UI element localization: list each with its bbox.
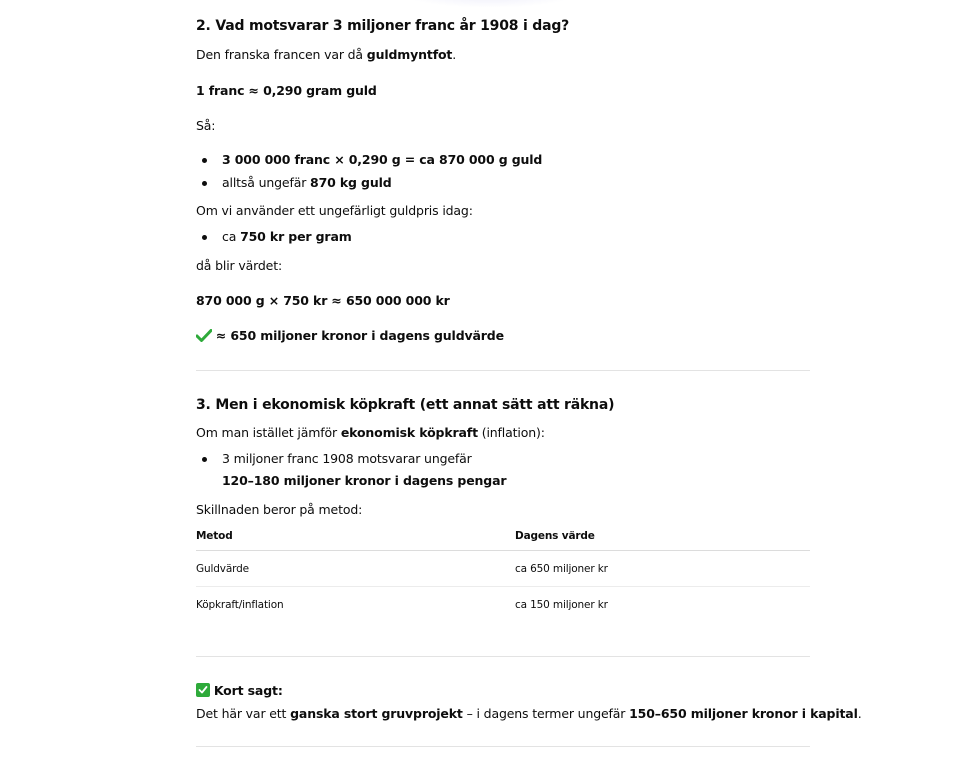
intro-bold: guldmyntfot	[366, 47, 453, 62]
section-2-intro	[196, 47, 456, 62]
table-header-method: Metod	[196, 530, 233, 542]
table-cell: Köpkraft/inflation	[196, 599, 284, 611]
table-cell: Guldvärde	[196, 563, 249, 575]
list-item-bold: 750 kr per gram	[240, 229, 352, 244]
list-item: 3 miljoner franc 1908 motsvarar ungefär	[222, 451, 472, 466]
intro-post: .	[452, 47, 457, 62]
table-header-value: Dagens värde	[515, 530, 595, 542]
summary-text-part: Det här var ett	[196, 706, 291, 721]
list-item	[222, 152, 542, 167]
top-fade	[400, 0, 580, 8]
table-cell: ca 650 miljoner kr	[515, 563, 608, 575]
formula-gram: 1 franc ≈ 0,290 gram guld	[196, 83, 377, 98]
summary-text-part: – i dagens termer ungefär	[462, 706, 630, 721]
bullet-dot	[202, 235, 207, 240]
list-item-bold: 3 000 000 franc × 0,290 g = ca 870 000 g guld	[222, 152, 543, 167]
intro-text: Den franska francen var då	[196, 47, 367, 62]
list-item-bold: 120–180 miljoner kronor i dagens pengar	[222, 473, 507, 488]
result-line	[196, 328, 504, 345]
divider	[196, 746, 810, 747]
divider	[196, 656, 810, 657]
bullet-dot	[202, 181, 207, 186]
method-intro: Skillnaden beror på metod:	[196, 502, 363, 517]
bullet-dot	[202, 457, 207, 462]
intro-text: Om man istället jämför	[196, 425, 341, 440]
summary-bold: ganska stort gruvprojekt	[290, 706, 463, 721]
gold-price-intro: Om vi använder ett ungefärligt guldpris idag:	[196, 203, 473, 218]
check-box-icon	[196, 683, 210, 697]
section-3-intro	[196, 425, 545, 440]
section-2-heading: 2. Vad motsvarar 3 miljoner franc år 1908 i dag?	[196, 18, 570, 34]
formula-value: 870 000 g × 750 kr ≈ 650 000 000 kr	[196, 293, 450, 308]
intro-bold: ekonomisk köpkraft	[340, 425, 478, 440]
summary-heading	[196, 683, 283, 698]
summary-title: Kort sagt:	[213, 683, 283, 698]
list-item-text: ca	[222, 229, 241, 244]
check-mark-icon	[196, 329, 212, 345]
bullet-dot	[202, 158, 207, 163]
result-text: ≈ 650 miljoner kronor i dagens guldvärde	[215, 328, 504, 343]
list-item	[222, 175, 392, 190]
section-3-heading: 3. Men i ekonomisk köpkraft (ett annat sätt att räkna)	[196, 397, 615, 413]
table-header-divider	[196, 550, 810, 551]
intro-post: (inflation):	[477, 425, 545, 440]
table-row-divider	[196, 586, 810, 587]
list-item-text: alltså ungefär	[222, 175, 311, 190]
sa-label: Så:	[196, 118, 216, 133]
summary-text	[196, 706, 862, 721]
table-cell: ca 150 miljoner kr	[515, 599, 608, 611]
summary-bold: 150–650 miljoner kronor i kapital	[629, 706, 858, 721]
summary-text-part: .	[857, 706, 862, 721]
list-item	[222, 229, 352, 244]
value-intro: då blir värdet:	[196, 258, 283, 273]
divider	[196, 370, 810, 371]
list-item-bold: 870 kg guld	[310, 175, 392, 190]
